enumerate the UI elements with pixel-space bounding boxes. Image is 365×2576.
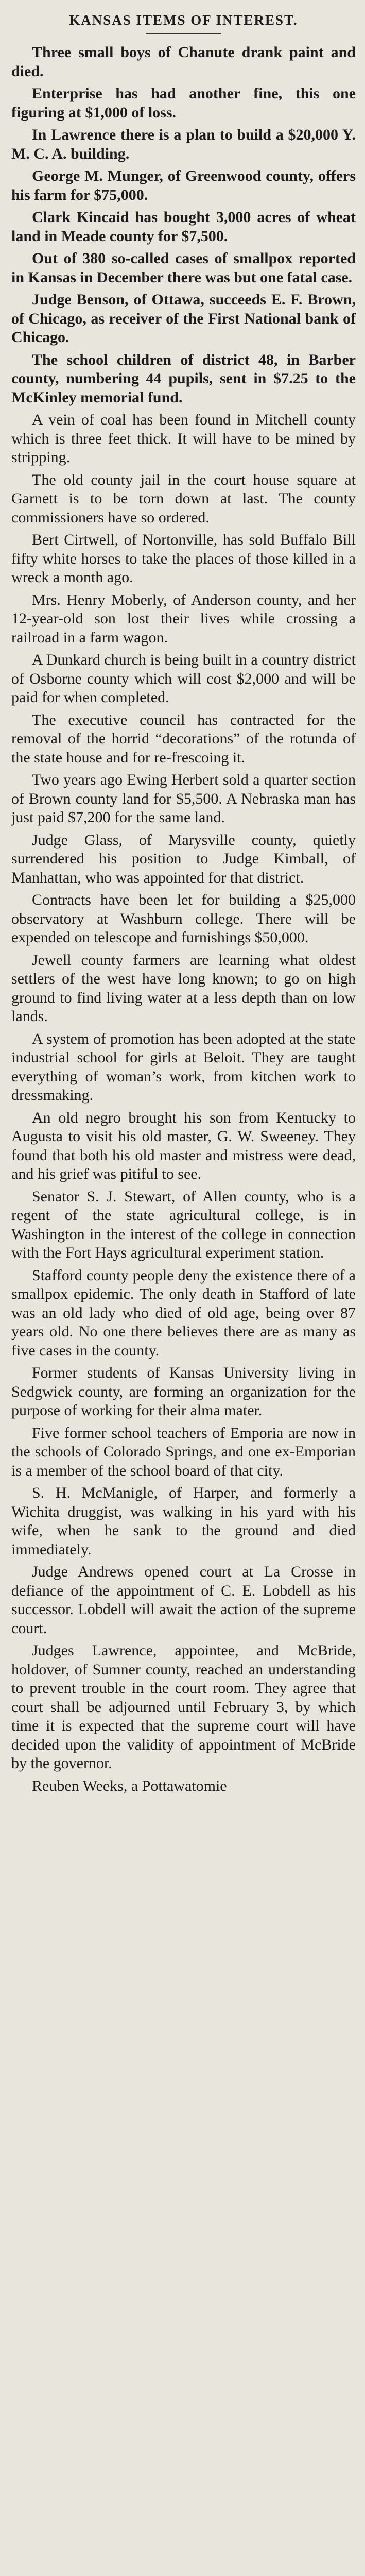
news-item: In Lawrence there is a plan to build a $20,000 Y. M. C. A. building. <box>11 126 356 162</box>
news-item: The executive council has contracted for the removal of the horrid “decorations” of the rotunda of the state house and for re-frescoing it. <box>11 711 356 766</box>
news-item: Bert Cirtwell, of Nortonville, has sold Buffalo Bill fifty white horses to take the places of those killed in a wreck a month ago. <box>11 531 356 586</box>
news-item: Two years ago Ewing Herbert sold a quarter section of Brown county land for $5,500. A Nebraska man has just paid $7,200 for the same land. <box>11 771 356 826</box>
news-item: Enterprise has had another fine, this one figuring at $1,000 of loss. <box>11 85 356 121</box>
news-item: Mrs. Henry Moberly, of Anderson county, and her 12-year-old son lost their lives while crossing a railroad in a farm wagon. <box>11 591 356 646</box>
news-item: Judge Glass, of Marysville county, quietly surrendered his position to Judge Kimball, of Manhattan, who was appointed for that district. <box>11 831 356 886</box>
news-item: Senator S. J. Stewart, of Allen county, who is a regent of the state agricultural college, is in Washington in the interest of the college in connection with the Fort Hays agricultural experiment station. <box>11 1188 356 1261</box>
news-item: Five former school teachers of Emporia are now in the schools of Colorado Springs, and one ex-Emporian is a member of the school board of that city. <box>11 1424 356 1479</box>
news-item: George M. Munger, of Greenwood county, offers his farm for $75,000. <box>11 167 356 204</box>
news-item: Out of 380 so-called cases of smallpox reported in Kansas in December there was but one fatal case. <box>11 250 356 286</box>
news-item: An old negro brought his son from Kentucky to Augusta to visit his old master, G. W. Sweeney. They found that both his old master and mistress were dead, and his grief was pitiful to see. <box>11 1109 356 1182</box>
news-item: The school children of district 48, in Barber county, numbering 44 pupils, sent in $7.25 to the McKinley memorial fund. <box>11 351 356 406</box>
news-item: Clark Kincaid has bought 3,000 acres of wheat land in Meade county for $7,500. <box>11 209 356 245</box>
news-item: A Dunkard church is being built in a country district of Osborne county which will cost $2,000 and will be paid for when completed. <box>11 651 356 706</box>
column-heading: KANSAS ITEMS OF INTEREST. <box>69 12 298 28</box>
news-item: A vein of coal has been found in Mitchell county which is three feet thick. It will have to be mined by stripping. <box>11 411 356 466</box>
news-item: Contracts have been let for building a $25,000 observatory at Washburn college. There will be expended on telescope and furnishings $50,000. <box>11 891 356 946</box>
news-item: Judge Andrews opened court at La Crosse in defiance of the appointment of C. E. Lobdell as his successor. Lobdell will await the action of the supreme court. <box>11 1563 356 1637</box>
news-item: Jewell county farmers are learning what oldest settlers of the west have long known; to go on high ground to find living water at a less depth than on low lands. <box>11 951 356 1025</box>
news-item: Three small boys of Chanute drank paint and died. <box>11 44 356 80</box>
news-item: S. H. McManigle, of Harper, and formerly a Wichita druggist, was walking in his yard with his wife, when he sank to the ground and died immediately. <box>11 1484 356 1558</box>
news-item: A system of promotion has been adopted at the state industrial school for girls at Beloit. They are taught everything of woman’s work, from kitchen work to dressmaking. <box>11 1030 356 1104</box>
news-item: Reuben Weeks, a Pottawatomie <box>32 1777 227 1794</box>
news-item: Stafford county people deny the existence there of a smallpox epidemic. The only death in Stafford of late was an old lady who died of old age, being over 87 years old. No one there believes there are as many as five cases in the county. <box>11 1266 356 1359</box>
news-item: Judges Lawrence, appointee, and McBride, holdover, of Sumner county, reached an understanding to prevent trouble in the court room. They agree that court shall be adjourned until February 3, by which time it is expected that the supreme court will have decided upon the validity of appointment of McBride by the governor. <box>11 1642 356 1772</box>
news-item: Former students of Kansas University living in Sedgwick county, are forming an organization for the purpose of working for their alma mater. <box>11 1364 356 1419</box>
heading-rule <box>146 33 221 34</box>
news-item: Judge Benson, of Ottawa, succeeds E. F. Brown, of Chicago, as receiver of the First National bank of Chicago. <box>11 291 356 346</box>
news-item: The old county jail in the court house square at Garnett is to be torn down at last. The county commissioners have so ordered. <box>11 471 356 526</box>
news-items <box>11 43 356 1795</box>
